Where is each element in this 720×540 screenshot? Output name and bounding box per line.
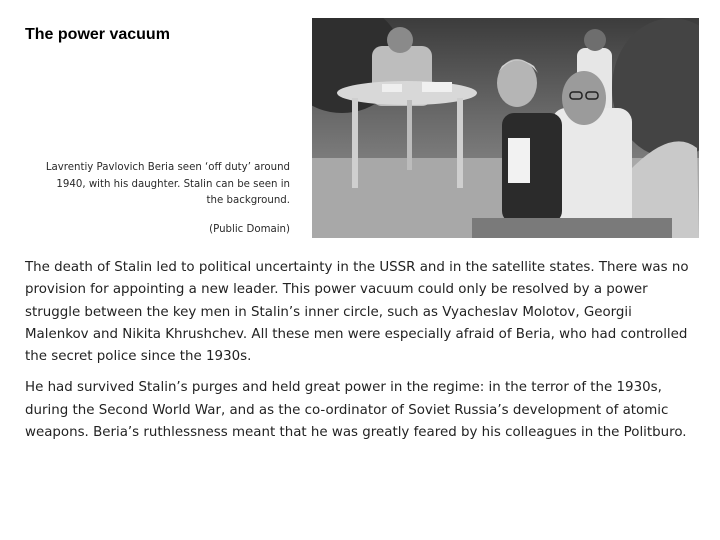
foreground-shadow — [472, 218, 672, 238]
table-object — [422, 82, 452, 92]
photo-credit: (Public Domain) — [209, 223, 290, 235]
table-leg — [352, 98, 358, 188]
table-object — [382, 84, 402, 92]
table-leg — [457, 98, 463, 188]
body-text — [25, 257, 695, 453]
background-figure-head — [387, 27, 413, 53]
man-head — [562, 71, 606, 125]
girl-apron — [508, 138, 530, 183]
standing-figure-head — [584, 29, 606, 51]
historical-photo — [312, 18, 699, 238]
table-leg — [407, 100, 412, 170]
body-paragraph: He had survived Stalin’s purges and held great power in the regime: in the terror of the 1930s, during the Second World War, and as the co-ordinator of Soviet Russia’s development of atomic weapons. Beria’s ruthlessness meant that he was greatly feared by his colleagues in the Politburo. — [25, 380, 687, 441]
photo-caption-block — [40, 160, 290, 238]
slide-title: The power vacuum — [25, 26, 170, 43]
photo-caption: Lavrentiy Pavlovich Beria seen ‘off duty’ around 1940, with his daughter. Stalin can be seen in the background. — [45, 162, 290, 206]
body-paragraph: The death of Stalin led to political uncertainty in the USSR and in the satellite states. There was no provision for appointing a new leader. This power vacuum could only be resolved by a power struggle between the key men in Stalin’s inner circle, such as Vyacheslav Molotov, Georgii Malenkov and Nikita Khrushchev. All these men were especially afraid of Beria, who had controlled the secret police since the 1930s. — [25, 260, 689, 365]
